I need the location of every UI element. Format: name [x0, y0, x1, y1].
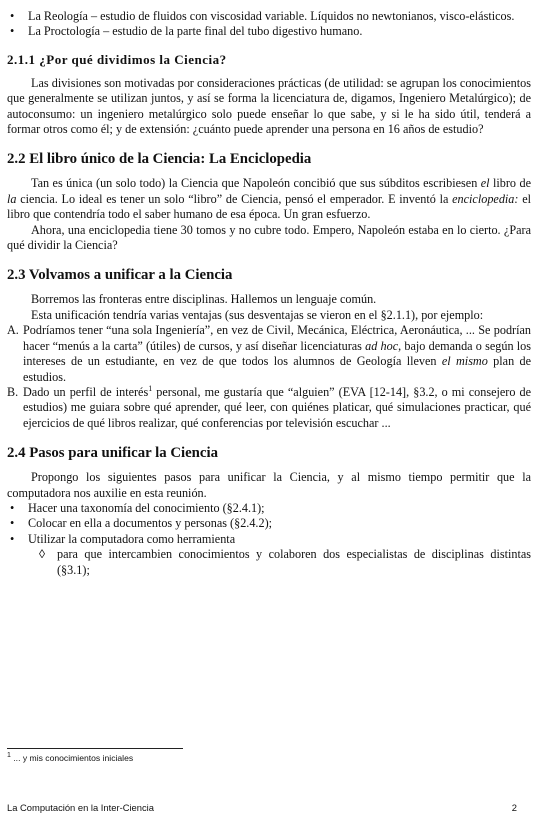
bullet-item-reologia [7, 9, 531, 24]
paragraph-divisiones: Las divisiones son motivadas por consideraciones prácticas (de utilidad: se agrupan los conocimientos que generalmente se utilizan juntos, y así se forma la licenciatura de, digamos, Ingeniero Metalúrgico); de autoconsumo: un ingeniero metalúrgico solo puede enseñar lo que sabe, y si le ha sido útil, tenderá a formar otros como él; y de extensión: ¿cuánto puede aprender una persona en 16 años de estudio? [7, 75, 531, 137]
bullet-marker: • [10, 24, 15, 39]
page-footer [7, 802, 517, 814]
section-heading-2-1-1: 2.1.1 ¿Por qué dividimos la Ciencia? [7, 51, 227, 67]
footer-title: La Computación en la Inter-Ciencia [7, 802, 154, 813]
footnote [7, 752, 133, 764]
section-heading-2-3: 2.3 Volvamos a unificar a la Ciencia [7, 267, 233, 284]
page-content [7, 9, 531, 578]
section-heading-2-2: 2.2 El libro único de la Ciencia: La Enciclopedia [7, 151, 312, 168]
section-heading-2-4: 2.4 Pasos para unificar la Ciencia [7, 445, 218, 462]
bullet-text: Hacer una taxonomía del conocimiento (§2.4.1); [28, 500, 265, 515]
paragraph-pasos: Propongo los siguientes pasos para unificar la Ciencia, y al mismo tiempo permitir que la computadora nos auxilie en esta reunión. [7, 470, 531, 500]
bullet-marker: • [10, 9, 15, 23]
footnote-divider [7, 748, 183, 749]
bullet-item-taxonomia [7, 501, 531, 516]
bullet-marker: • [10, 500, 15, 515]
bullet-item-computadora [7, 532, 531, 547]
bullet-text: Utilizar la computadora como herramienta [28, 531, 236, 546]
bullet-item-proctologia [7, 24, 531, 39]
list-item-b [7, 385, 531, 431]
list-text: Dado un perfil de interés$^1$ personal, me gustaría que “alguien” (EVA [12-14], §3.2, o mi consejero de estudios) me guiara sobre qué aprender, qué leer, con quiénes platicar, qué simulaciones practicar, qué ejercicios de qué libros realizar, qué conferencias por televisión escuchar ... [23, 383, 531, 430]
list-marker: B. [7, 384, 19, 399]
page-number: 2 [511, 802, 517, 813]
paragraph-napoleon: Tan es única (un solo todo) la Ciencia que Napoleón concibió que sus súbditos escribiesen el libro de la ciencia. Lo ideal es tener un solo “libro” de Ciencia, pensó el emperador. E inventó la enciclopedia: el libro que contendría todo el saber humano de esa época. Un gran esfuerzo. [7, 176, 531, 222]
bullet-marker: • [10, 516, 15, 531]
bullet-text: La Proctología – estudio de la parte final del tubo digestivo humano. [28, 24, 363, 39]
list-marker: A. [7, 323, 19, 338]
list-item-a [7, 323, 531, 385]
footnote-text: ... y mis conocimientos iniciales [10, 753, 134, 763]
paragraph-enciclopedia: Ahora, una enciclopedia tiene 30 tomos y no cubre todo. Empero, Napoleón estaba en lo cierto. ¿Para qué dividir la Ciencia? [7, 222, 531, 253]
paragraph-fronteras: Borremos las fronteras entre disciplinas. Hallemos un lenguaje común. [31, 292, 377, 307]
bullet-text: La Reología – estudio de fluidos con viscosidad variable. Líquidos no newtonianos, visco-elásticos. [28, 9, 515, 23]
diamond-icon: ◊ [39, 547, 46, 562]
bullet-marker: • [10, 531, 15, 546]
sub-bullet-text: para que intercambien conocimientos y colaboren dos especialistas de disciplinas distintas (§3.1); [57, 547, 531, 577]
bullet-item-colocar [7, 516, 531, 531]
sub-bullet-item [39, 547, 531, 578]
bullet-text: Colocar en ella a documentos y personas (§2.4.2); [28, 516, 273, 531]
footnote-mark: 1 [7, 752, 11, 760]
footnote-reference[interactable]: 1 [148, 383, 153, 393]
list-text: Podríamos tener “una sola Ingeniería”, en vez de Civil, Mecánica, Eléctrica, Aeronáutica, ... Se podrían hacer “menús a la carta” (útiles) de cursos, y así diseñar licenciaturas ad hoc, bajo demanda o según los intereses de un estudiante, en vez de que todos los alumnos de Geología lleven el mismo plan de estudios. [23, 323, 531, 384]
paragraph-ventajas: Esta unificación tendría varias ventajas (sus desventajas se vieron en el §2.1.1), por ejemplo: [31, 307, 484, 322]
